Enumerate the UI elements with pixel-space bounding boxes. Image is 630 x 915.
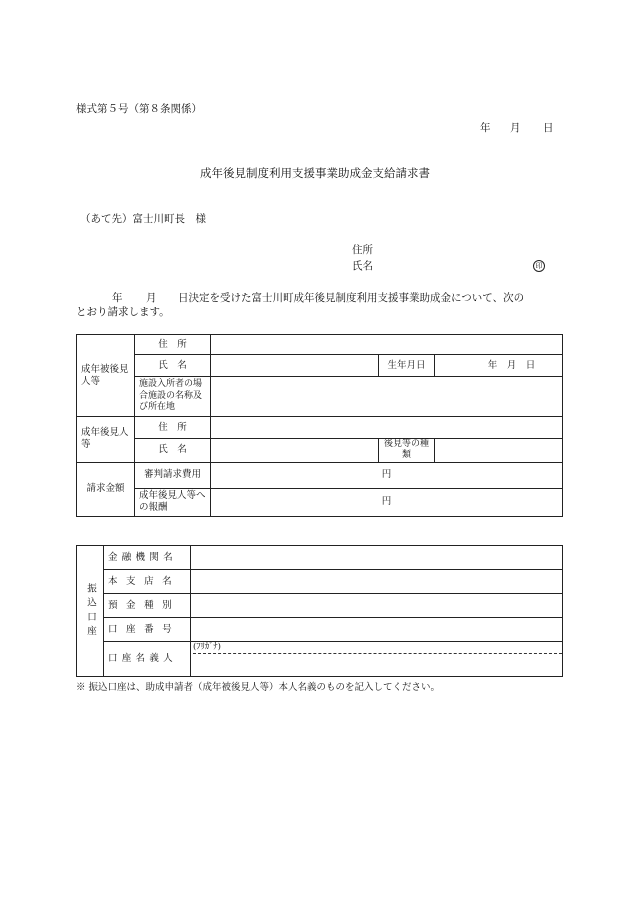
branch-name-label: 本支店名: [104, 570, 191, 594]
account-number-field[interactable]: [191, 618, 563, 642]
footnote: ※ 振込口座は、助成申請者（成年被後見人等）本人名義のものを記入してください。: [76, 682, 441, 693]
guardian-name-label: 氏 名: [135, 439, 211, 463]
date-day-label: 日: [543, 122, 554, 134]
ward-address-label: 住 所: [135, 335, 211, 355]
ward-address-field[interactable]: [211, 335, 563, 355]
date-month-label: 月: [510, 122, 521, 134]
guardian-group-label: 成年後見人等: [77, 417, 135, 463]
facility-label: 施設入所者の場合施設の名称及び所在地: [135, 377, 211, 417]
bank-group-label: 振込口座: [77, 546, 104, 677]
ward-name-label: 氏 名: [135, 355, 211, 377]
guardian-name-field[interactable]: [211, 439, 379, 463]
addressee: （あて先）富士川町長 様: [80, 213, 206, 225]
applicant-name-label: 氏名: [352, 260, 373, 272]
court-fee-field[interactable]: 円: [211, 462, 563, 488]
bank-name-label: 金融機関名: [104, 546, 191, 570]
branch-name-field[interactable]: [191, 570, 563, 594]
furigana-divider: [193, 653, 562, 654]
body-line2: とおり請求します。: [76, 306, 170, 318]
body-line1: 日決定を受けた富士川町成年後見制度利用支援事業助成金について、次の: [178, 292, 525, 304]
fee-field[interactable]: 円: [211, 488, 563, 516]
guardian-type-label: 後見等の種類: [379, 439, 435, 463]
account-holder-field[interactable]: [191, 642, 563, 677]
birthdate-field[interactable]: 年 月 日: [435, 355, 563, 377]
applicant-address-label: 住所: [352, 244, 373, 256]
furigana-label: (ﾌﾘｶﾞﾅ): [193, 642, 221, 652]
facility-field[interactable]: [211, 377, 563, 417]
seal-icon: 印: [533, 260, 545, 272]
account-number-label: 口座番号: [104, 618, 191, 642]
account-holder-label: 口座名義人: [104, 642, 191, 677]
date-year-label: 年: [480, 122, 491, 134]
court-fee-label: 審判請求費用: [135, 462, 211, 488]
bank-name-field[interactable]: [191, 546, 563, 570]
page-title: 成年後見制度利用支援事業助成金支給請求書: [200, 166, 430, 180]
seal-mark: [533, 259, 545, 272]
claim-group-label: 請求金額: [77, 462, 135, 516]
bank-table: [76, 545, 563, 677]
claim-table: [76, 334, 563, 517]
body-year: 年: [112, 292, 123, 304]
ward-group-label: 成年被後見人等: [77, 335, 135, 417]
guardian-address-field[interactable]: [211, 417, 563, 439]
ward-name-field[interactable]: [211, 355, 379, 377]
guardian-type-field[interactable]: [435, 439, 563, 463]
guardian-address-label: 住 所: [135, 417, 211, 439]
deposit-type-field[interactable]: [191, 594, 563, 618]
deposit-type-label: 預金種別: [104, 594, 191, 618]
body-month: 月: [146, 292, 157, 304]
birthdate-label: 生年月日: [379, 355, 435, 377]
fee-label: 成年後見人等への報酬: [135, 488, 211, 516]
form-number: 様式第５号（第８条関係）: [76, 103, 202, 115]
